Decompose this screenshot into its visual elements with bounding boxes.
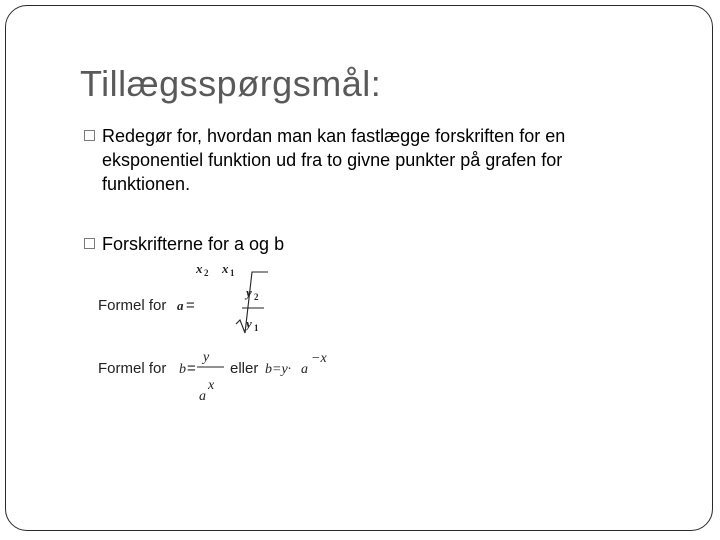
formula-a-var: a [177,298,184,313]
alt-base-a: a [301,362,308,377]
slide [5,5,713,531]
root-index-x2-sub: 2 [204,268,209,278]
formula-image [6,6,712,530]
b-denominator-exp: x [208,378,215,393]
slide-title: Tillægsspørgsmål: [80,63,382,104]
root-index-x1: x [222,261,229,276]
formula-b-equals: = [187,360,196,377]
formula-b-label: Formel for [98,360,167,377]
root-index-x1-sub: 1 [230,268,235,278]
formula-a-label: Formel for [98,297,167,314]
formula-a [98,261,268,333]
alt-exp: −x [311,351,327,366]
denominator-sub: 1 [254,323,259,333]
b-denominator-a: a [199,389,206,404]
radical-sign [236,272,268,333]
bullet-text: Forskrifterne for a og b [102,234,285,254]
formula-a-equals: = [186,297,195,314]
root-index-x2: x [196,261,203,276]
numerator-y: y [246,285,252,300]
denominator-y: y [246,316,252,331]
formula-b-var: b [179,362,186,377]
or-text: eller [230,360,259,377]
alt-lhs: b=y· [265,362,292,377]
b-numerator-y: y [203,350,210,365]
numerator-sub: 2 [254,292,259,302]
formula-b [98,350,327,404]
bullet-text: Redegør for, hvordan man kan fastlægge forskriften for en eksponentiel funktion ud fra to givne punkter på grafen for funktionen. [102,126,566,194]
